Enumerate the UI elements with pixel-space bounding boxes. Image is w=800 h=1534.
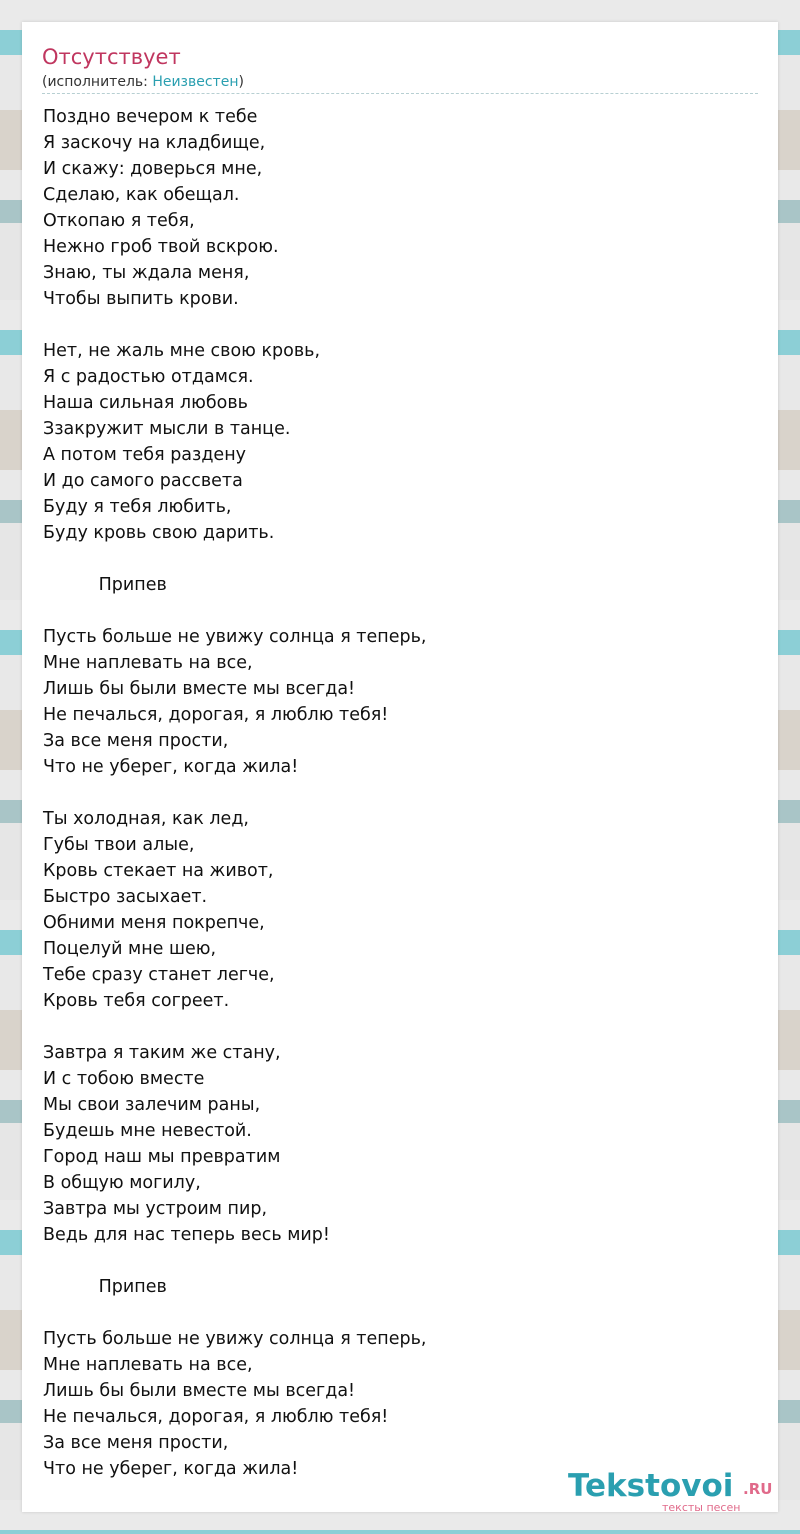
lyric-line: Поздно вечером к тебе [43,107,258,127]
lyric-line: Буду я тебя любить, [43,497,232,517]
lyric-line: Ты холодная, как лед, [43,809,249,829]
lyric-line: Будешь мне невестой. [43,1121,252,1141]
song-title: Отсутствует [42,45,181,69]
lyric-blank-line [43,1014,763,1040]
lyric-line: А потом тебя раздену [43,445,246,465]
lyric-line: Припев [43,1277,167,1297]
lyric-line: За все меня прости, [43,731,229,751]
lyric-blank-line [43,1300,763,1326]
lyric-line: Буду кровь свою дарить. [43,523,275,543]
lyric-blank-line [43,546,763,572]
lyric-line: Лишь бы были вместе мы всегда! [43,1381,356,1401]
lyric-line: Что не уберег, когда жила! [43,757,299,777]
lyric-line: И до самого рассвета [43,471,243,491]
lyric-line: И скажу: доверься мне, [43,159,263,179]
lyric-line: Пусть больше не увижу солнца я теперь, [43,627,427,647]
lyric-line: Тебе сразу станет легче, [43,965,275,985]
watermark-brand: Tekstovoi [568,1468,734,1504]
lyric-line: Мы свои залечим раны, [43,1095,261,1115]
lyric-line: Губы твои алые, [43,835,195,855]
lyric-line: Сделаю, как обещал. [43,185,240,205]
lyric-line: Не печалься, дорогая, я люблю тебя! [43,1407,389,1427]
lyric-line: Завтра мы устроим пир, [43,1199,268,1219]
lyric-blank-line [43,780,763,806]
lyric-line: Нежно гроб твой вскрою. [43,237,279,257]
lyric-line: Наша сильная любовь [43,393,248,413]
lyric-line: Кровь тебя согреет. [43,991,230,1011]
lyric-line: Мне наплевать на все, [43,1355,253,1375]
lyric-line: Кровь стекает на живот, [43,861,274,881]
lyric-blank-line [43,312,763,338]
lyric-line: Не печалься, дорогая, я люблю тебя! [43,705,389,725]
lyric-line: Чтобы выпить крови. [43,289,239,309]
lyric-blank-line [43,598,763,624]
lyric-line: Обними меня покрепче, [43,913,265,933]
lyrics-body [43,104,763,1482]
lyric-line: Что не уберег, когда жила! [43,1459,299,1479]
lyric-line: Припев [43,575,167,595]
lyric-line: Пусть больше не увижу солнца я теперь, [43,1329,427,1349]
artist-link[interactable]: Неизвестен [152,74,239,90]
site-watermark-logo [568,1468,778,1514]
lyric-line: Быстро засыхает. [43,887,208,907]
artist-suffix: ) [238,74,244,90]
lyric-line: Нет, не жаль мне свою кровь, [43,341,321,361]
lyric-line: Откопаю я тебя, [43,211,195,231]
watermark-tld: .RU [743,1480,773,1498]
lyric-line: Я заскочу на кладбище, [43,133,266,153]
lyric-line: Завтра я таким же стану, [43,1043,281,1063]
watermark-tagline: тексты песен [662,1501,741,1514]
lyric-line: Лишь бы были вместе мы всегда! [43,679,356,699]
lyric-line: Мне наплевать на все, [43,653,253,673]
lyric-line: Знаю, ты ждала меня, [43,263,250,283]
lyric-line: Город наш мы превратим [43,1147,281,1167]
lyric-blank-line [43,1248,763,1274]
title-divider [42,93,758,94]
lyric-line: Поцелуй мне шею, [43,939,217,959]
lyric-line: В общую могилу, [43,1173,201,1193]
lyric-line: За все меня прости, [43,1433,229,1453]
lyric-line: Ззакружит мысли в танце. [43,419,291,439]
lyric-line: Я с радостью отдамся. [43,367,254,387]
lyrics-sheet [22,22,778,1512]
artist-prefix: (исполнитель: [42,74,153,90]
artist-line [42,73,244,91]
lyric-line: И с тобою вместе [43,1069,205,1089]
lyric-line: Ведь для нас теперь весь мир! [43,1225,330,1245]
